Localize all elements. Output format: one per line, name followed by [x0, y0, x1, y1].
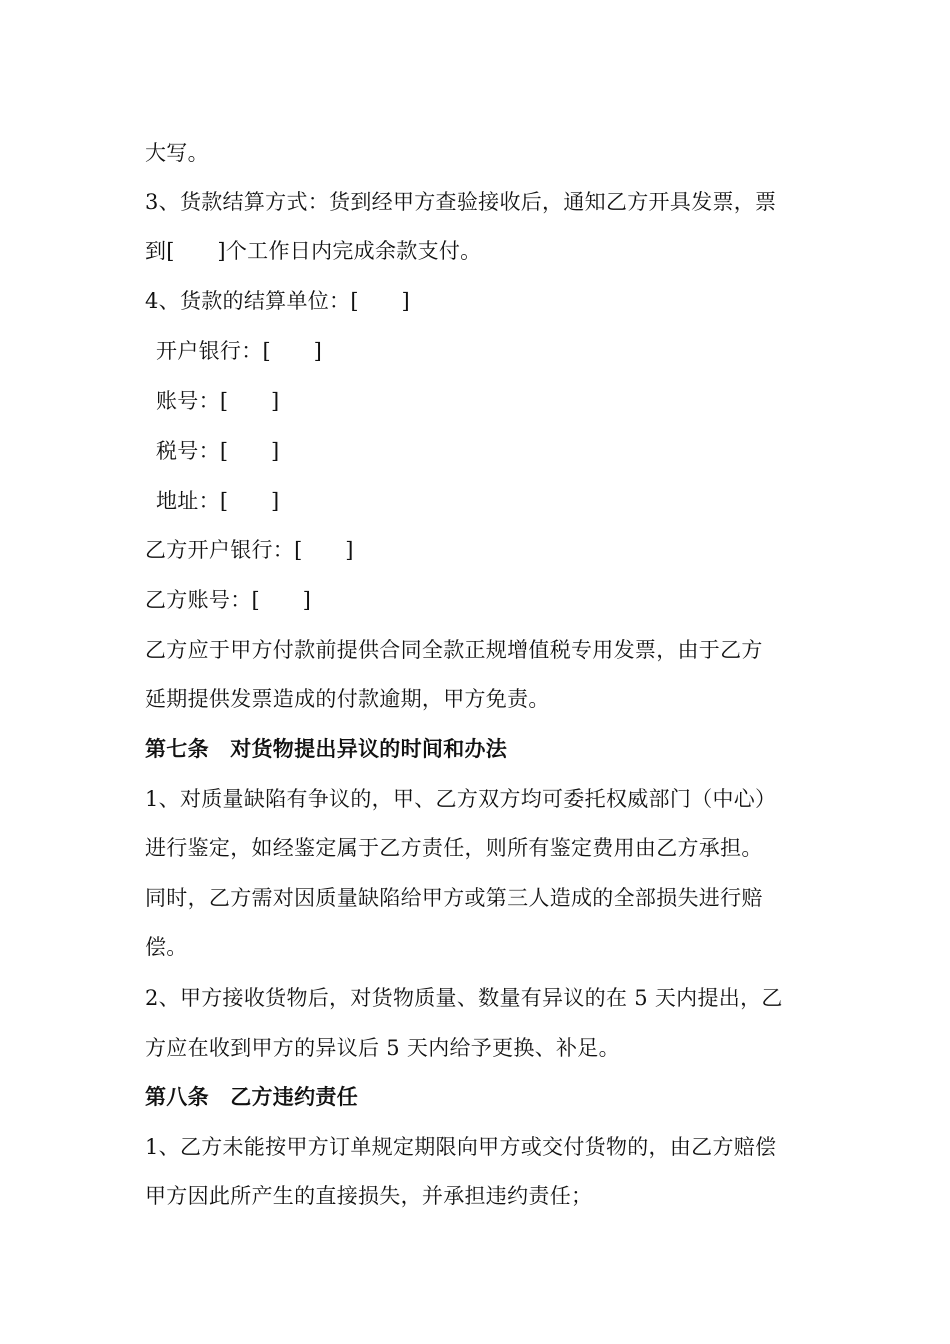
text-line: 2、甲方接收货物后，对货物质量、数量有异议的在 5 天内提出，乙: [145, 986, 783, 1010]
section-heading: 第八条 乙方违约责任: [145, 1084, 358, 1109]
text-line: 乙方账号：[ ]: [145, 588, 312, 612]
text-line: 开户银行：[ ]: [156, 339, 323, 363]
section-heading: 第七条 对货物提出异议的时间和办法: [145, 736, 508, 761]
text-line: 3、货款结算方式：货到经甲方查验接收后，通知乙方开具发票，票: [145, 190, 777, 214]
text-line: 同时，乙方需对因质量缺陷给甲方或第三人造成的全部损失进行赔: [145, 886, 763, 910]
text-line: 1、对质量缺陷有争议的，甲、乙方双方均可委托权威部门（中心）: [145, 787, 777, 811]
text-line: 进行鉴定，如经鉴定属于乙方责任，则所有鉴定费用由乙方承担。: [145, 836, 763, 860]
text-line: 1、乙方未能按甲方订单规定期限向甲方或交付货物的，由乙方赔偿: [145, 1135, 777, 1159]
text-line: 乙方应于甲方付款前提供合同全款正规增值税专用发票，由于乙方: [145, 638, 763, 662]
text-line: 偿。: [145, 935, 188, 959]
text-line: 地址：[ ]: [156, 489, 280, 513]
text-line: 税号：[ ]: [156, 439, 280, 463]
text-line: 甲方因此所产生的直接损失，并承担违约责任；: [145, 1184, 593, 1208]
text-line: 4、货款的结算单位：[ ]: [145, 289, 410, 313]
text-line: 大写。: [145, 141, 209, 165]
text-line: 账号：[ ]: [156, 389, 280, 413]
text-line: 到[ ]个工作日内完成余款支付。: [145, 239, 482, 263]
text-line: 延期提供发票造成的付款逾期，甲方免责。: [145, 687, 550, 711]
text-line: 乙方开户银行：[ ]: [145, 538, 354, 562]
text-line: 方应在收到甲方的异议后 5 天内给予更换、补足。: [145, 1036, 620, 1060]
